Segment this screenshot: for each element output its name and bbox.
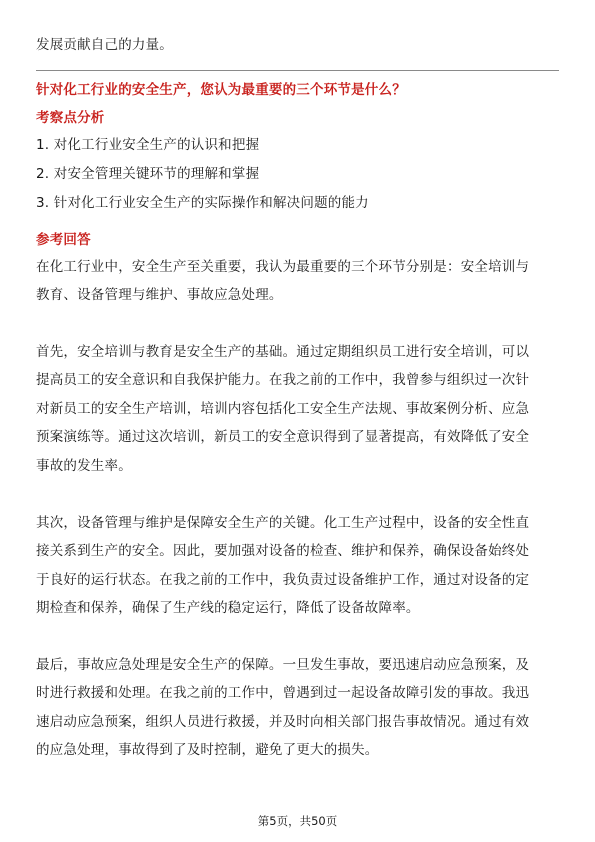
answer-line: 于良好的运行状态。在我之前的工作中，我负责过设备维护工作，通过对设备的定 (36, 572, 530, 588)
answer-line: 教育、设备管理与维护、事故应急处理。 (36, 287, 283, 303)
answer-line: 在化工行业中，安全生产至关重要，我认为最重要的三个环节分别是：安全培训与 (36, 259, 530, 275)
focus-point: 2. 对安全管理关键环节的理解和掌握 (36, 166, 260, 182)
section-divider (36, 70, 559, 71)
question-heading: 针对化工行业的安全生产，您认为最重要的三个环节是什么？ (36, 82, 406, 98)
focus-point: 1. 对化工行业安全生产的认识和把握 (36, 137, 260, 153)
answer-line: 的应急处理，事故得到了及时控制，避免了更大的损失。 (36, 742, 379, 758)
answer-line: 提高员工的安全意识和自我保护能力。在我之前的工作中，我曾参与组织过一次针 (36, 372, 530, 388)
answer-line: 时进行救援和处理。在我之前的工作中，曾遇到过一起设备故障引发的事故。我迅 (36, 685, 530, 701)
answer-line: 预案演练等。通过这次培训，新员工的安全意识得到了显著提高，有效降低了安全 (36, 429, 530, 445)
focus-point: 3. 针对化工行业安全生产的实际操作和解决问题的能力 (36, 195, 369, 211)
intro-tail-text: 发展贡献自己的力量。 (36, 37, 173, 53)
answer-line: 事故的发生率。 (36, 458, 132, 474)
answer-line: 期检查和保养，确保了生产线的稳定运行，降低了设备故障率。 (36, 600, 420, 616)
focus-heading: 考察点分析 (36, 110, 105, 126)
answer-line: 最后，事故应急处理是安全生产的保障。一旦发生事故，要迅速启动应急预案，及 (36, 657, 530, 673)
answer-line: 速启动应急预案，组织人员进行救援，并及时向相关部门报告事故情况。通过有效 (36, 714, 530, 730)
answer-line: 其次，设备管理与维护是保障安全生产的关键。化工生产过程中，设备的安全性直 (36, 515, 530, 531)
page-number-footer: 第5页，共50页 (257, 814, 338, 828)
answer-heading: 参考回答 (36, 232, 91, 248)
answer-line: 接关系到生产的安全。因此，要加强对设备的检查、维护和保养，确保设备始终处 (36, 543, 530, 559)
answer-line: 对新员工的安全生产培训，培训内容包括化工安全生产法规、事故案例分析、应急 (36, 401, 530, 417)
answer-line: 首先，安全培训与教育是安全生产的基础。通过定期组织员工进行安全培训，可以 (36, 344, 530, 360)
